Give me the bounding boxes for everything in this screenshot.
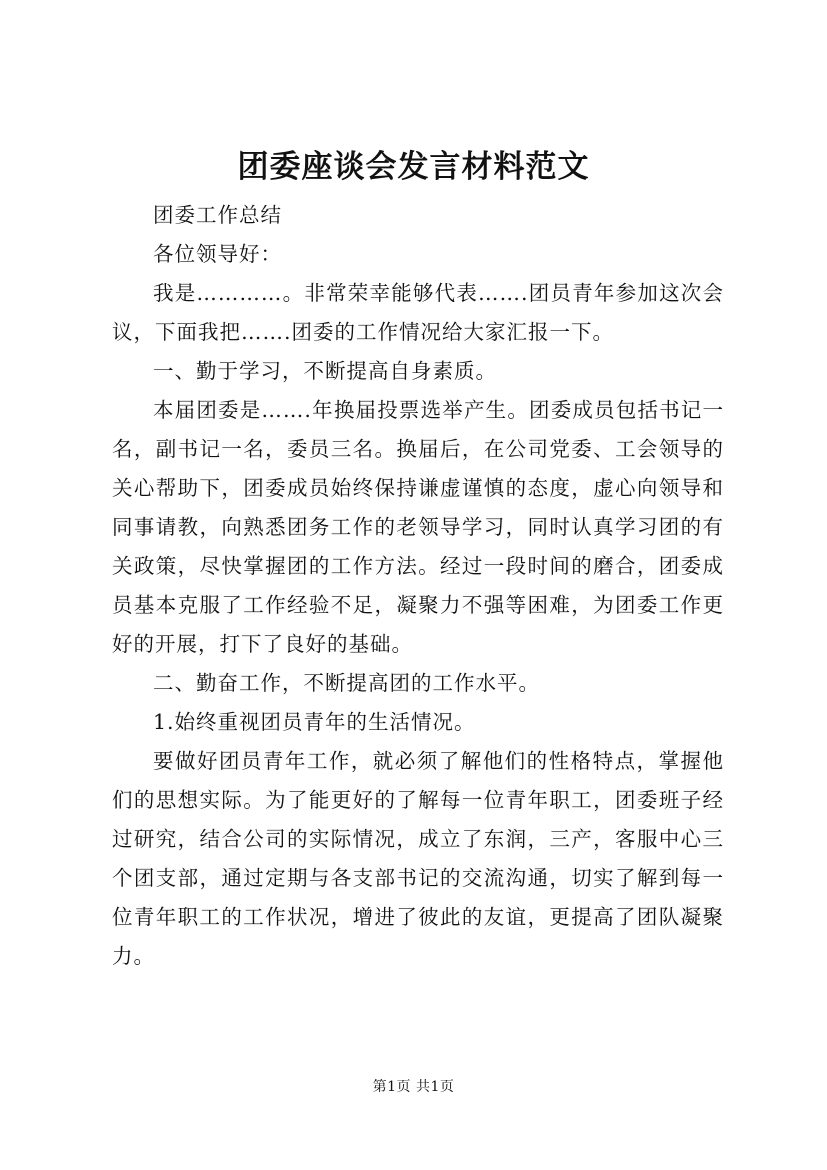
paragraph-section-heading: 团委工作总结 [153,203,282,227]
paragraph-heading-one: 一、勤于学习，不断提高自身素质。 [153,359,497,383]
page-footer: 第1页 共1页 [372,1079,455,1095]
paragraph-intro: 我是…………。非常荣幸能够代表…….团员青年参加这次会议，下面我把…….团委的工作情况给大家汇报一下。 [112,281,724,344]
paragraph-salutation: 各位领导好： [153,242,282,266]
paragraph-subheading-one: 1.始终重视团员青年的生活情况。 [153,710,476,734]
paragraph-body-one: 本届团委是…….年换届投票选举产生。团委成员包括书记一名，副书记一名，委员三名。换届后，在公司党委、工会领导的关心帮助下，团委成员始终保持谦虚谨慎的态度，虚心向领导和同事请教，向熟悉团务工作的老领导学习，同时认真学习团的有关政策，尽快掌握团的工作方法。经过一段时间的磨合，团委成员基本克服了工作经验不足，凝聚力不强等困难，为团委工作更好的开展，打下了良好的基础。 [112,398,724,656]
paragraph-body-two: 要做好团员青年工作，就必须了解他们的性格特点，掌握他们的思想实际。为了能更好的了解每一位青年职工，团委班子经过研究，结合公司的实际情况，成立了东润，三产，客服中心三个团支部，通过定期与各支部书记的交流沟通，切实了解到每一位青年职工的工作状况，增进了彼此的友谊，更提高了团队凝聚力。 [112,749,724,968]
paragraph-heading-two: 二、勤奋工作，不断提高团的工作水平。 [153,671,540,695]
document-body [112,196,724,976]
document-title: 团委座谈会发言材料范文 [237,149,590,185]
